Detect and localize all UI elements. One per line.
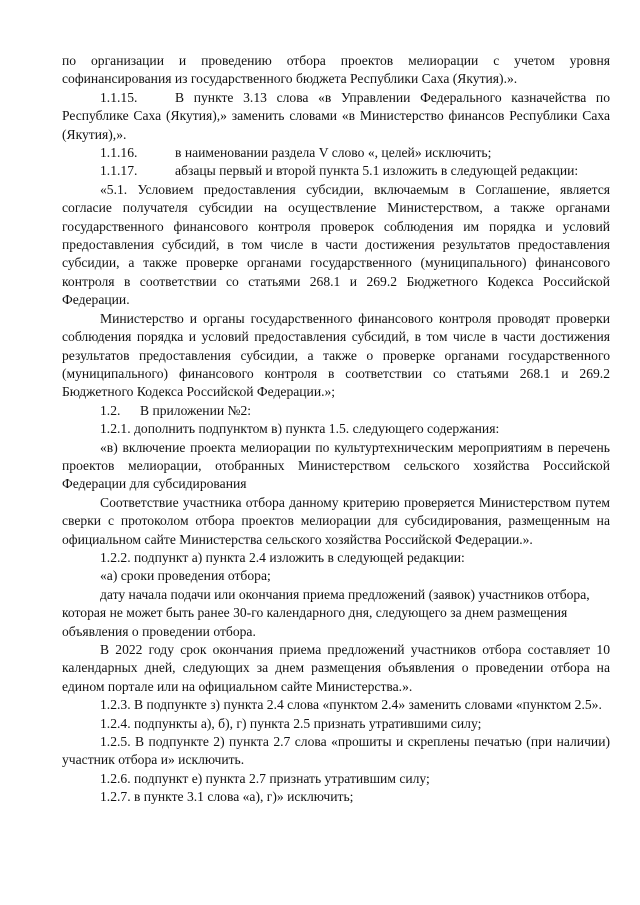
paragraph-5-1: «5.1. Условием предоставления субсидии, включаемым в Соглашение, является согласие получателя субсидии на осуществление Министерством, а также органами государственного финансового контроля проверок соблюдения им порядка и условий предоставления субсидий, в том числе в части достижения результатов предоставления субсидии, а также проверке органами государственного (муниципального) финансового контроля в соответствии со статьями 268.1 и 269.2 Бюджетного Кодекса Российской Федерации. <box>62 181 610 308</box>
paragraph-1-2-3: 1.2.3. В подпункте з) пункта 2.4 слова «пунктом 2.4» заменить словами «пунктом 2.5». <box>100 697 602 713</box>
paragraph-1-1-17 <box>62 162 610 180</box>
clause-number: 1.2. <box>100 402 121 418</box>
paragraph-start-date: дату начала подачи или окончания приема предложений (заявок) участников отбора, которая не может быть ранее 30-го календарного дня, следующего за днем размещения объявления о проведении отбора. <box>62 586 590 639</box>
paragraph-2022: В 2022 году срок окончания приема предложений участников отбора составляет 10 календарных дней, следующих за днем размещения объявления о проведении отбора на едином портале или на официальном сайте Министерства.». <box>62 642 610 694</box>
clause-text: в наименовании раздела V слово «, целей» исключить; <box>175 145 492 161</box>
clause-text: В пункте 3.13 слова «в Управлении Федерального казначейства по Республике Саха (Якутия),» заменить словами «в Министерство финансов Республики Саха (Якутия),». <box>62 89 610 142</box>
paragraph-1-2 <box>62 402 610 420</box>
paragraph-1-2-4: 1.2.4. подпункты а), б), г) пункта 2.5 признать утратившими силу; <box>100 715 482 731</box>
paragraph-criterion: Соответствие участника отбора данному критерию проверяется Министерством путем сверки с протоколом отбора проектов мелиорации для субсидирования, размещенным на официальном сайте Министерства сельского хозяйства Российской Федерации.». <box>62 494 610 547</box>
paragraph-1-1-16 <box>62 144 610 162</box>
paragraph-1-2-2: 1.2.2. подпункт а) пункта 2.4 изложить в следующей редакции: <box>100 549 465 565</box>
paragraph-1-2-6: 1.2.6. подпункт е) пункта 2.7 признать утратившим силу; <box>100 770 430 786</box>
document-page <box>62 52 610 807</box>
clause-number: 1.1.17. <box>100 163 138 179</box>
paragraph-1-2-7: 1.2.7. в пункте 3.1 слова «а), г)» исключить; <box>100 789 354 805</box>
paragraph-subpoint-v: «в) включение проекта мелиорации по культуртехническим мероприятиям в перечень проектов мелиорации, отобранных Министерством сельского хозяйства Российской Федерации для субсидирования <box>62 439 610 492</box>
paragraph-subpoint-a: «а) сроки проведения отбора; <box>100 568 271 584</box>
clause-text: В приложении №2: <box>140 402 252 418</box>
paragraph-continuation: по организации и проведению отбора проектов мелиорации с учетом уровня софинансирования из государственного бюджета Республики Саха (Якутия).». <box>62 53 610 87</box>
clause-number: 1.1.16. <box>100 145 138 161</box>
paragraph-1-2-1: 1.2.1. дополнить подпунктом в) пункта 1.5. следующего содержания: <box>100 421 500 437</box>
paragraph-ministry-control: Министерство и органы государственного финансового контроля проводят проверки соблюдения порядка и условий предоставления субсидий, в том числе в части достижения результатов предоставления субсидии, а также о проверке органами государственного (муниципального) финансового контроля в соответствии со статьями 268.1 и 269.2 Бюджетного Кодекса Российской Федерации.»; <box>62 310 610 400</box>
clause-text: абзацы первый и второй пункта 5.1 изложить в следующей редакции: <box>175 163 579 179</box>
paragraph-1-1-15 <box>62 89 610 144</box>
paragraph-1-2-5: 1.2.5. В подпункте 2) пункта 2.7 слова «прошиты и скреплены печатью (при наличии) участник отбора и» исключить. <box>62 734 610 768</box>
clause-number: 1.1.15. <box>100 89 138 105</box>
